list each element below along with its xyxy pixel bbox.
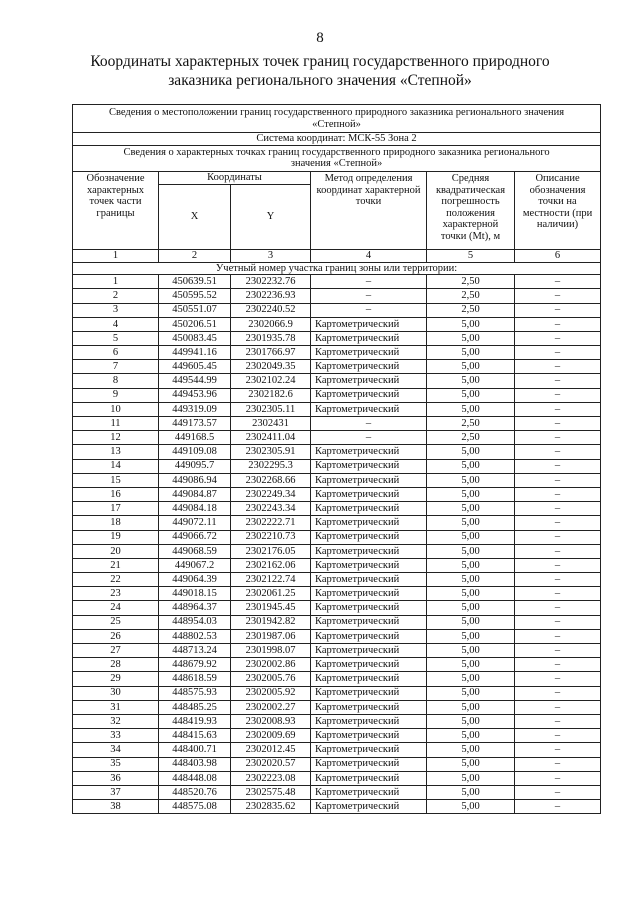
table-row [73, 587, 601, 601]
method-cell: Картометрический [311, 544, 427, 558]
table-row [73, 417, 601, 431]
point-id-cell: 11 [73, 417, 159, 431]
title-line-2: заказника регионального значения «Степной» [168, 72, 472, 89]
y-coordinate-cell: 2302249.34 [231, 487, 311, 501]
page-number: 8 [316, 30, 324, 46]
x-coordinate-cell: 449084.87 [159, 487, 231, 501]
y-coordinate-cell: 2301766.97 [231, 346, 311, 360]
error-value-cell: 5,00 [427, 729, 515, 743]
y-coordinate-cell: 2302002.27 [231, 700, 311, 714]
table-row [73, 615, 601, 629]
description-cell: – [515, 516, 601, 530]
method-cell: Картометрический [311, 771, 427, 785]
point-id-cell: 21 [73, 558, 159, 572]
point-id-cell: 20 [73, 544, 159, 558]
table-row [73, 714, 601, 728]
y-coordinate-cell: 2302222.71 [231, 516, 311, 530]
error-value-cell: 5,00 [427, 516, 515, 530]
method-cell: Картометрический [311, 644, 427, 658]
x-coordinate-cell: 450595.52 [159, 289, 231, 303]
y-coordinate-cell: 2302122.74 [231, 573, 311, 587]
column-number: 1 [73, 249, 159, 262]
description-cell: – [515, 360, 601, 374]
point-id-cell: 7 [73, 360, 159, 374]
method-cell: Картометрический [311, 672, 427, 686]
table-row [73, 289, 601, 303]
method-cell: Картометрический [311, 331, 427, 345]
table-row [73, 275, 601, 289]
y-coordinate-cell: 2302431 [231, 417, 311, 431]
error-value-cell: 5,00 [427, 771, 515, 785]
description-cell: – [515, 743, 601, 757]
description-cell: – [515, 502, 601, 516]
description-cell: – [515, 289, 601, 303]
method-cell: Картометрический [311, 757, 427, 771]
point-id-cell: 33 [73, 729, 159, 743]
description-cell: – [515, 800, 601, 814]
method-cell: Картометрический [311, 346, 427, 360]
y-coordinate-cell: 2302005.92 [231, 686, 311, 700]
point-id-cell: 12 [73, 431, 159, 445]
table-row [73, 402, 601, 416]
y-coordinate-cell: 2301942.82 [231, 615, 311, 629]
point-id-cell: 36 [73, 771, 159, 785]
y-coordinate-cell: 2302012.45 [231, 743, 311, 757]
method-cell: Картометрический [311, 473, 427, 487]
error-value-cell: 5,00 [427, 388, 515, 402]
x-coordinate-cell: 448954.03 [159, 615, 231, 629]
description-cell: – [515, 346, 601, 360]
point-id-cell: 19 [73, 530, 159, 544]
table-row [73, 757, 601, 771]
table-row [73, 516, 601, 530]
method-cell: Картометрический [311, 785, 427, 799]
error-value-cell: 5,00 [427, 360, 515, 374]
x-coordinate-cell: 449605.45 [159, 360, 231, 374]
point-id-cell: 32 [73, 714, 159, 728]
table-row [73, 530, 601, 544]
description-cell: – [515, 473, 601, 487]
description-cell: – [515, 303, 601, 317]
description-cell: – [515, 672, 601, 686]
y-coordinate-cell: 2302102.24 [231, 374, 311, 388]
method-cell: Картометрический [311, 360, 427, 374]
coordinates-table [72, 104, 601, 814]
point-id-cell: 18 [73, 516, 159, 530]
column-number: 4 [311, 249, 427, 262]
table-row [73, 644, 601, 658]
points-info-line-1: Сведения о характерных точках границ государственного природного заказника регионального [123, 146, 550, 158]
description-cell: – [515, 417, 601, 431]
description-cell: – [515, 757, 601, 771]
point-id-cell: 6 [73, 346, 159, 360]
error-value-cell: 5,00 [427, 714, 515, 728]
error-value-cell: 5,00 [427, 487, 515, 501]
point-id-cell: 34 [73, 743, 159, 757]
column-number: 5 [427, 249, 515, 262]
description-cell: – [515, 587, 601, 601]
table-row [73, 558, 601, 572]
description-cell: – [515, 374, 601, 388]
description-cell: – [515, 459, 601, 473]
y-coordinate-cell: 2302162.06 [231, 558, 311, 572]
x-coordinate-cell: 449319.09 [159, 402, 231, 416]
x-coordinate-cell: 448802.53 [159, 629, 231, 643]
point-id-cell: 25 [73, 615, 159, 629]
coord-system-cell: Система координат: МСК-55 Зона 2 [73, 133, 601, 146]
description-cell: – [515, 445, 601, 459]
x-coordinate-cell: 448415.63 [159, 729, 231, 743]
table-row [73, 487, 601, 501]
boundary-info-line-2: «Степной» [312, 118, 361, 130]
header-coordinates: Координаты [159, 171, 311, 184]
boundary-info-cell [73, 105, 601, 133]
y-coordinate-cell: 2301945.45 [231, 601, 311, 615]
header-y: Y [231, 184, 311, 249]
method-cell: Картометрический [311, 530, 427, 544]
column-header-row [73, 171, 601, 184]
y-coordinate-cell: 2302305.11 [231, 402, 311, 416]
description-cell: – [515, 729, 601, 743]
x-coordinate-cell: 449066.72 [159, 530, 231, 544]
table-row [73, 459, 601, 473]
table-row [73, 473, 601, 487]
method-cell: Картометрический [311, 587, 427, 601]
error-value-cell: 5,00 [427, 587, 515, 601]
method-cell: Картометрический [311, 402, 427, 416]
point-id-cell: 38 [73, 800, 159, 814]
error-value-cell: 5,00 [427, 672, 515, 686]
description-cell: – [515, 275, 601, 289]
description-cell: – [515, 573, 601, 587]
table-row [73, 700, 601, 714]
section-label: Учетный номер участка границ зоны или территории: [73, 262, 601, 275]
point-id-cell: 10 [73, 402, 159, 416]
error-value-cell: 2,50 [427, 303, 515, 317]
y-coordinate-cell: 2302268.66 [231, 473, 311, 487]
x-coordinate-cell: 448485.25 [159, 700, 231, 714]
x-coordinate-cell: 448713.24 [159, 644, 231, 658]
method-cell: Картометрический [311, 686, 427, 700]
point-id-cell: 1 [73, 275, 159, 289]
x-coordinate-cell: 448575.08 [159, 800, 231, 814]
table-row [73, 431, 601, 445]
point-id-cell: 16 [73, 487, 159, 501]
header-designation: Обозначение характерных точек части границы [73, 171, 159, 249]
y-coordinate-cell: 2302020.57 [231, 757, 311, 771]
description-cell: – [515, 700, 601, 714]
description-cell: – [515, 317, 601, 331]
y-coordinate-cell: 2302240.52 [231, 303, 311, 317]
point-id-cell: 14 [73, 459, 159, 473]
y-coordinate-cell: 2302223.08 [231, 771, 311, 785]
x-coordinate-cell: 449544.99 [159, 374, 231, 388]
y-coordinate-cell: 2302008.93 [231, 714, 311, 728]
table-row [73, 502, 601, 516]
method-cell: Картометрический [311, 459, 427, 473]
y-coordinate-cell: 2302210.73 [231, 530, 311, 544]
y-coordinate-cell: 2302305.91 [231, 445, 311, 459]
description-cell: – [515, 402, 601, 416]
table-row [73, 317, 601, 331]
description-cell: – [515, 714, 601, 728]
method-cell: Картометрический [311, 516, 427, 530]
point-id-cell: 23 [73, 587, 159, 601]
method-cell: – [311, 289, 427, 303]
error-value-cell: 5,00 [427, 331, 515, 345]
x-coordinate-cell: 448575.93 [159, 686, 231, 700]
boundary-info-line-1: Сведения о местоположении границ государственного природного заказника регионального значения [108, 107, 565, 118]
header-description: Описание обозначения точки на местности (при наличии) [515, 171, 601, 249]
x-coordinate-cell: 448448.08 [159, 771, 231, 785]
error-value-cell: 5,00 [427, 644, 515, 658]
method-cell: Картометрический [311, 388, 427, 402]
y-coordinate-cell: 2302182.6 [231, 388, 311, 402]
table-row [73, 303, 601, 317]
error-value-cell: 5,00 [427, 544, 515, 558]
x-coordinate-cell: 448403.98 [159, 757, 231, 771]
point-id-cell: 28 [73, 658, 159, 672]
method-cell: – [311, 431, 427, 445]
method-cell: Картометрический [311, 729, 427, 743]
description-cell: – [515, 658, 601, 672]
error-value-cell: 5,00 [427, 615, 515, 629]
method-cell: Картометрический [311, 615, 427, 629]
error-value-cell: 2,50 [427, 275, 515, 289]
description-cell: – [515, 785, 601, 799]
x-coordinate-cell: 449018.15 [159, 587, 231, 601]
x-coordinate-cell: 449084.18 [159, 502, 231, 516]
point-id-cell: 26 [73, 629, 159, 643]
description-cell: – [515, 771, 601, 785]
x-coordinate-cell: 449109.08 [159, 445, 231, 459]
header-x: X [159, 184, 231, 249]
point-id-cell: 24 [73, 601, 159, 615]
table-row [73, 686, 601, 700]
x-coordinate-cell: 449095.7 [159, 459, 231, 473]
point-id-cell: 29 [73, 672, 159, 686]
y-coordinate-cell: 2302061.25 [231, 587, 311, 601]
column-number-row [73, 249, 601, 262]
table-row [73, 388, 601, 402]
point-id-cell: 37 [73, 785, 159, 799]
point-id-cell: 31 [73, 700, 159, 714]
info-row [73, 105, 601, 133]
x-coordinate-cell: 449168.5 [159, 431, 231, 445]
x-coordinate-cell: 448618.59 [159, 672, 231, 686]
points-info-line-2: значения «Степной» [290, 158, 383, 170]
method-cell: Картометрический [311, 800, 427, 814]
method-cell: – [311, 303, 427, 317]
error-value-cell: 5,00 [427, 686, 515, 700]
column-number: 6 [515, 249, 601, 262]
error-value-cell: 5,00 [427, 459, 515, 473]
error-value-cell: 2,50 [427, 417, 515, 431]
description-cell: – [515, 686, 601, 700]
table-row [73, 573, 601, 587]
error-value-cell: 5,00 [427, 558, 515, 572]
error-value-cell: 5,00 [427, 473, 515, 487]
error-value-cell: 5,00 [427, 374, 515, 388]
method-cell: Картометрический [311, 317, 427, 331]
point-id-cell: 27 [73, 644, 159, 658]
table-row [73, 800, 601, 814]
table-row [73, 346, 601, 360]
description-cell: – [515, 487, 601, 501]
section-row [73, 262, 601, 275]
error-value-cell: 5,00 [427, 502, 515, 516]
method-cell: Картометрический [311, 601, 427, 615]
method-cell: Картометрический [311, 700, 427, 714]
x-coordinate-cell: 448679.92 [159, 658, 231, 672]
point-id-cell: 3 [73, 303, 159, 317]
error-value-cell: 5,00 [427, 757, 515, 771]
table-row [73, 360, 601, 374]
points-info-row [73, 145, 601, 171]
x-coordinate-cell: 448520.76 [159, 785, 231, 799]
table-row [73, 771, 601, 785]
y-coordinate-cell: 2302295.3 [231, 459, 311, 473]
x-coordinate-cell: 449086.94 [159, 473, 231, 487]
method-cell: Картометрический [311, 629, 427, 643]
error-value-cell: 5,00 [427, 700, 515, 714]
table-row [73, 672, 601, 686]
point-id-cell: 13 [73, 445, 159, 459]
y-coordinate-cell: 2302002.86 [231, 658, 311, 672]
table-row [73, 658, 601, 672]
point-id-cell: 5 [73, 331, 159, 345]
error-value-cell: 5,00 [427, 573, 515, 587]
description-cell: – [515, 644, 601, 658]
method-cell: Картометрический [311, 573, 427, 587]
table-row [73, 785, 601, 799]
description-cell: – [515, 544, 601, 558]
table-row [73, 331, 601, 345]
description-cell: – [515, 615, 601, 629]
document-title [60, 52, 580, 90]
y-coordinate-cell: 2301935.78 [231, 331, 311, 345]
y-coordinate-cell: 2302232.76 [231, 275, 311, 289]
error-value-cell: 5,00 [427, 445, 515, 459]
x-coordinate-cell: 450551.07 [159, 303, 231, 317]
error-value-cell: 5,00 [427, 402, 515, 416]
coord-system-row [73, 133, 601, 146]
description-cell: – [515, 331, 601, 345]
point-id-cell: 17 [73, 502, 159, 516]
y-coordinate-cell: 2302005.76 [231, 672, 311, 686]
y-coordinate-cell: 2302243.34 [231, 502, 311, 516]
y-coordinate-cell: 2302575.48 [231, 785, 311, 799]
point-id-cell: 30 [73, 686, 159, 700]
point-id-cell: 35 [73, 757, 159, 771]
method-cell: Картометрический [311, 714, 427, 728]
description-cell: – [515, 558, 601, 572]
table-row [73, 743, 601, 757]
x-coordinate-cell: 450083.45 [159, 331, 231, 345]
description-cell: – [515, 530, 601, 544]
y-coordinate-cell: 2301998.07 [231, 644, 311, 658]
error-value-cell: 5,00 [427, 601, 515, 615]
x-coordinate-cell: 449068.59 [159, 544, 231, 558]
x-coordinate-cell: 449453.96 [159, 388, 231, 402]
y-coordinate-cell: 2302236.93 [231, 289, 311, 303]
error-value-cell: 5,00 [427, 346, 515, 360]
table-row [73, 445, 601, 459]
y-coordinate-cell: 2302066.9 [231, 317, 311, 331]
table-row [73, 544, 601, 558]
x-coordinate-cell: 449064.39 [159, 573, 231, 587]
point-id-cell: 22 [73, 573, 159, 587]
method-cell: Картометрический [311, 487, 427, 501]
table-row [73, 601, 601, 615]
y-coordinate-cell: 2301987.06 [231, 629, 311, 643]
x-coordinate-cell: 448419.93 [159, 714, 231, 728]
x-coordinate-cell: 449067.2 [159, 558, 231, 572]
method-cell: Картометрический [311, 502, 427, 516]
point-id-cell: 2 [73, 289, 159, 303]
x-coordinate-cell: 449072.11 [159, 516, 231, 530]
header-error: Средняя квадратическая погрешность положения характерной точки (Mt), м [427, 171, 515, 249]
x-coordinate-cell: 449173.57 [159, 417, 231, 431]
point-id-cell: 9 [73, 388, 159, 402]
description-cell: – [515, 629, 601, 643]
x-coordinate-cell: 448400.71 [159, 743, 231, 757]
method-cell: – [311, 275, 427, 289]
point-id-cell: 4 [73, 317, 159, 331]
table-row [73, 374, 601, 388]
error-value-cell: 5,00 [427, 800, 515, 814]
y-coordinate-cell: 2302835.62 [231, 800, 311, 814]
y-coordinate-cell: 2302009.69 [231, 729, 311, 743]
method-cell: Картометрический [311, 743, 427, 757]
table-row [73, 729, 601, 743]
description-cell: – [515, 431, 601, 445]
column-number: 2 [159, 249, 231, 262]
x-coordinate-cell: 448964.37 [159, 601, 231, 615]
title-line-1: Координаты характерных точек границ государственного природного [90, 53, 550, 70]
points-info-cell [73, 145, 601, 171]
error-value-cell: 2,50 [427, 289, 515, 303]
error-value-cell: 5,00 [427, 785, 515, 799]
x-coordinate-cell: 450639.51 [159, 275, 231, 289]
error-value-cell: 5,00 [427, 317, 515, 331]
description-cell: – [515, 601, 601, 615]
description-cell: – [515, 388, 601, 402]
error-value-cell: 5,00 [427, 629, 515, 643]
x-coordinate-cell: 450206.51 [159, 317, 231, 331]
point-id-cell: 8 [73, 374, 159, 388]
method-cell: Картометрический [311, 445, 427, 459]
method-cell: Картометрический [311, 558, 427, 572]
x-coordinate-cell: 449941.16 [159, 346, 231, 360]
table-row [73, 629, 601, 643]
column-number: 3 [231, 249, 311, 262]
error-value-cell: 5,00 [427, 743, 515, 757]
error-value-cell: 2,50 [427, 431, 515, 445]
method-cell: Картометрический [311, 374, 427, 388]
method-cell: – [311, 417, 427, 431]
header-method: Метод определения координат характерной точки [311, 171, 427, 249]
error-value-cell: 5,00 [427, 658, 515, 672]
y-coordinate-cell: 2302176.05 [231, 544, 311, 558]
y-coordinate-cell: 2302411.04 [231, 431, 311, 445]
method-cell: Картометрический [311, 658, 427, 672]
point-id-cell: 15 [73, 473, 159, 487]
error-value-cell: 5,00 [427, 530, 515, 544]
y-coordinate-cell: 2302049.35 [231, 360, 311, 374]
